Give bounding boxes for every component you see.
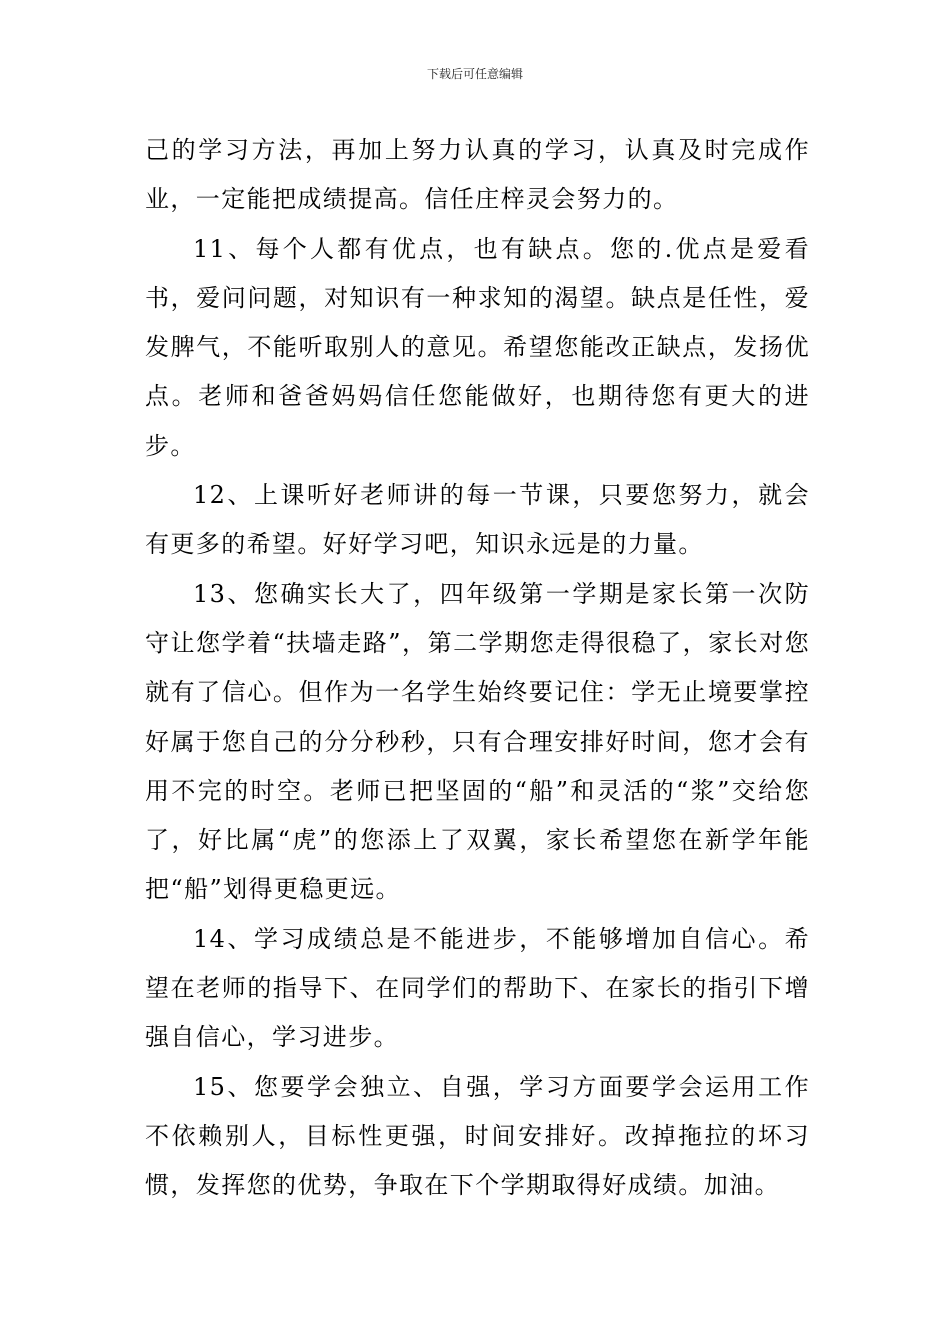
paragraph-continuation: 己的学习方法，再加上努力认真的学习，认真及时完成作业，一定能把成绩提高。信任庄梓灵会努力的。 [145,136,810,214]
paragraph-item-13: 13、您确实长大了，四年级第一学期是家长第一次防守让您学着“扶墙走路”，第二学期您走得很稳了，家长对您就有了信心。但作为一名学生始终要记住：学无止境要掌控好属于您自己的分分秒秒，只有合理安排好时间，您才会有用不完的时空。老师已把坚固的“船”和灵活的“浆”交给您了，好比属“虎”的您添上了双翼，家长希望您在新学年能把“船”划得更稳更远。 [145,579,810,904]
paragraph-item-12: 12、上课听好老师讲的每一节课，只要您努力，就会有更多的希望。好好学习吧，知识永远是的力量。 [145,481,810,559]
paragraph-item-14: 14、学习成绩总是不能进步，不能够增加自信心。希望在老师的指导下、在同学们的帮助下、在家长的指引下增强自信心，学习进步。 [145,924,810,1052]
paragraph-item-15: 15、您要学会独立、自强，学习方面要学会运用工作不依赖别人，目标性更强，时间安排好。改掉拖拉的坏习惯，发挥您的优势，争取在下个学期取得好成绩。加油。 [145,1072,810,1200]
page-header-note: 下载后可任意编辑 [426,67,523,81]
paragraph-item-11: 11、每个人都有优点，也有缺点。您的.优点是爱看书，爱问问题，对知识有一种求知的渴望。缺点是任性，爱发脾气，不能听取别人的意见。希望您能改正缺点，发扬优点。老师和爸爸妈妈信任您能做好，也期待您有更大的进步。 [145,234,810,460]
document-body [145,126,810,1211]
